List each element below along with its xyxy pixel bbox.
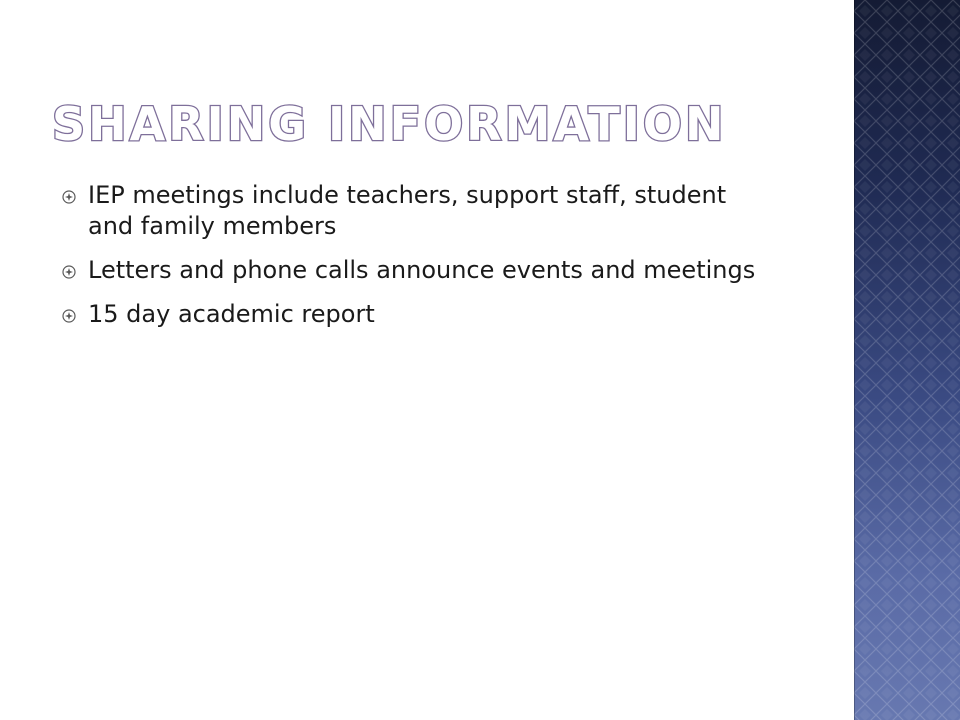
decorative-side-panel [854, 0, 960, 720]
bullet-list [62, 180, 762, 343]
slide-title [52, 88, 832, 158]
bullet-text: IEP meetings include teachers, support staff, student and family members [88, 181, 727, 240]
bullet-text: 15 day academic report [88, 300, 375, 328]
list-item [62, 299, 762, 330]
circled-star-icon [62, 309, 76, 323]
circled-star-icon [62, 190, 76, 204]
bullet-text: Letters and phone calls announce events and meetings [88, 256, 756, 284]
list-item [62, 180, 762, 242]
slide-title-text: Sharing Information [52, 97, 727, 151]
circled-star-icon [62, 265, 76, 279]
list-item [62, 255, 762, 286]
diamond-pattern [854, 0, 960, 720]
